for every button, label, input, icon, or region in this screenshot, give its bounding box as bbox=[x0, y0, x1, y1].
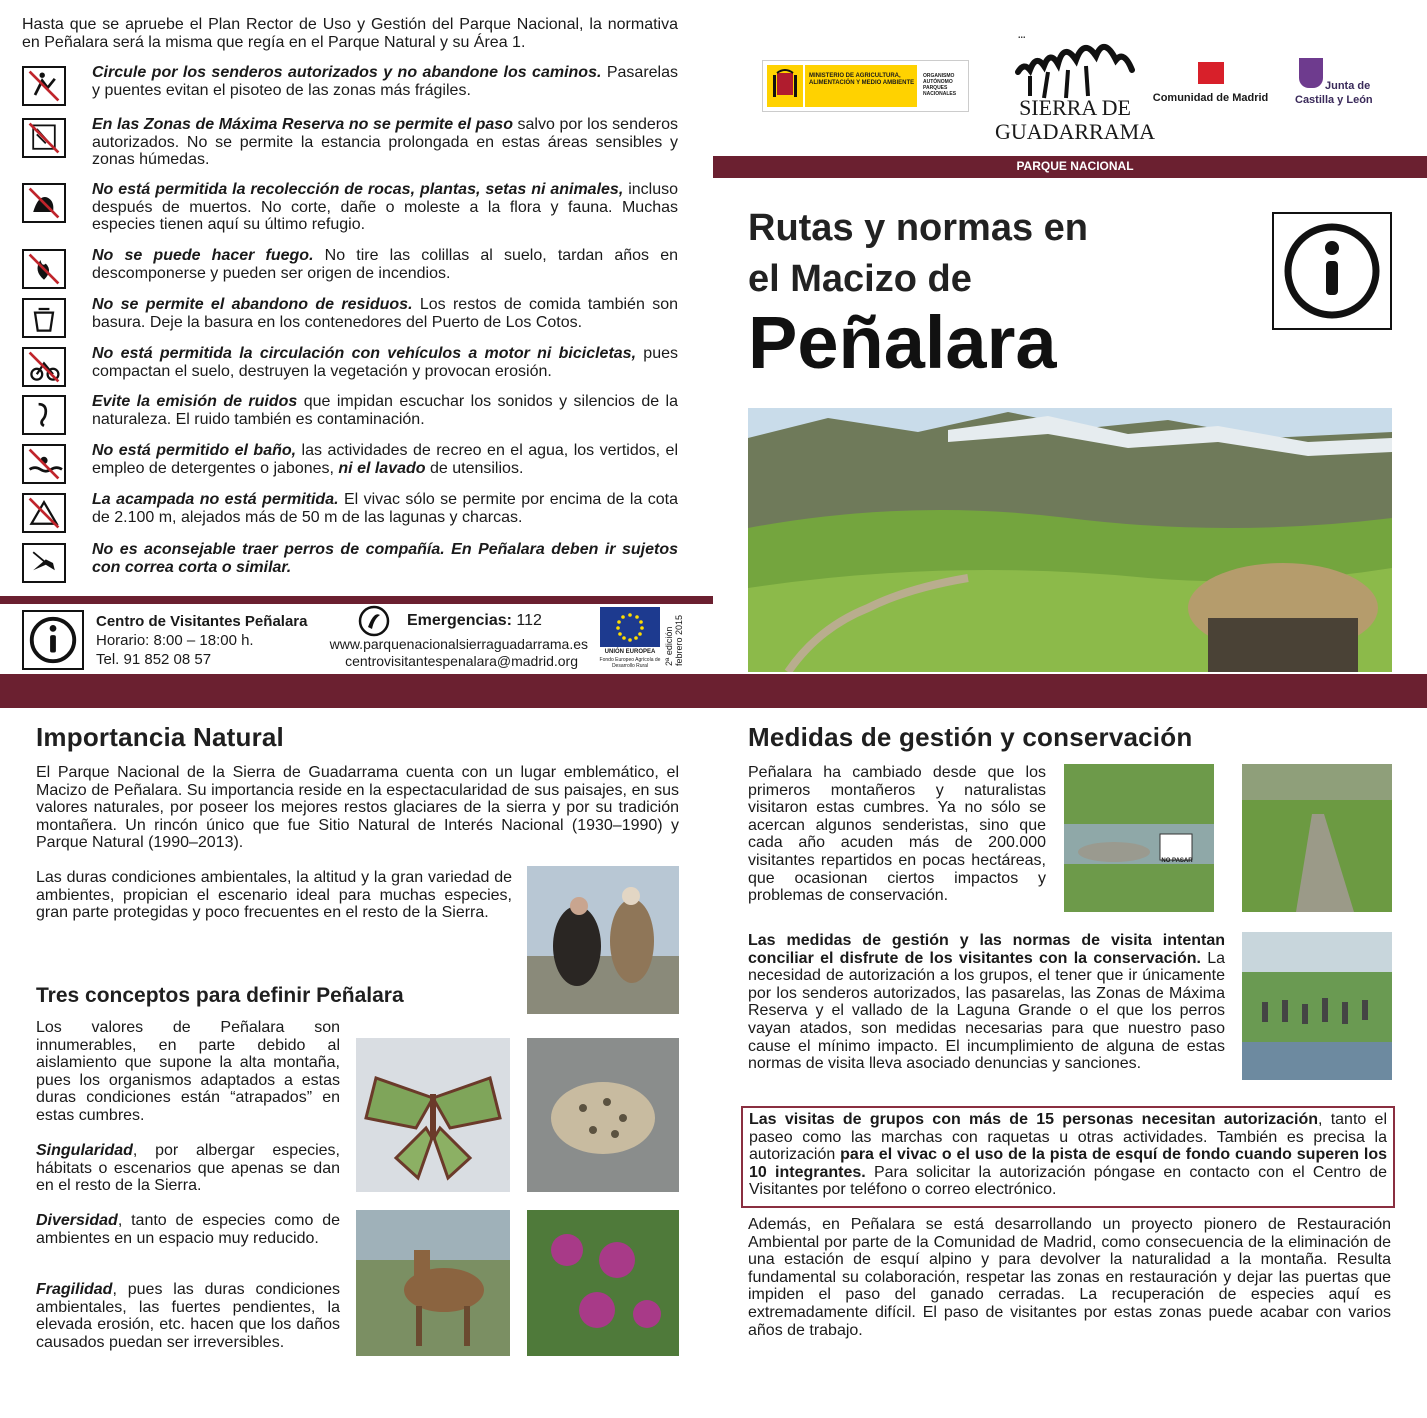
medidas-paragraph-1: Peñalara ha cambiado desde que los primeros montañeros y naturalistas visitaron estas cumbres. Ya no sólo se acercan algunos senderistas, sino que cada año acuden más de 200.000 visitantes repartidos en pocas hectáreas, que ocasionan ciertos impactos y problemas de conservación. bbox=[748, 764, 1046, 905]
walking-off-trail-prohibited-icon bbox=[22, 66, 66, 106]
rule-text: No está permitido el baño, las actividades de recreo en el agua, los vertidos, el empleo de detergentes o jabones, ni el lavado de utensilios. bbox=[92, 442, 679, 477]
restricted-area-icon bbox=[22, 118, 66, 158]
no-noise-icon bbox=[22, 395, 66, 435]
contact-top-bar bbox=[0, 596, 713, 604]
emergency-number: 112 bbox=[516, 612, 542, 629]
rule-text: En las Zonas de Máxima Reserva no se permite el paso salvo por los senderos autorizados. No se permite la estancia prolongada en estas áreas sensibles y zonas húmedas. bbox=[92, 116, 678, 168]
no-camping-icon bbox=[22, 493, 66, 533]
cover-landscape-photo bbox=[748, 408, 1392, 672]
rule-text: No está permitida la recolección de rocas, plantas, setas ni animales, incluso después de muertos. No corte, dañe o moleste a la flora y fauna. Muchas especies tienen aquí su último refugio. bbox=[92, 181, 679, 233]
fragilidad-paragraph: Fragilidad, pues las duras condiciones ambientales, las fuertes pendientes, la elevada erosión, etc. hacen que los daños causados puedan ser irreversibles. bbox=[36, 1281, 340, 1351]
hikers-group-photo bbox=[1242, 932, 1392, 1080]
moth-photo bbox=[356, 1038, 510, 1192]
intro-text: Hasta que se apruebe el Plan Rector de Uso y Gestión del Parque Nacional, la normativa en Peñalara será la misma que regía en el Parque Natural y su Área 1. bbox=[22, 16, 678, 51]
importancia-heading: Importancia Natural bbox=[36, 722, 284, 752]
parque-nacional-label: PARQUE NACIONAL bbox=[1016, 159, 1134, 173]
trash-bin-icon bbox=[22, 298, 66, 338]
rule-text: Evite la emisión de ruidos que impidan escuchar los sonidos y silencios de la naturaleza. El ruido también es contaminación. bbox=[92, 393, 678, 428]
ministry-logo: MINISTERIO DE AGRICULTURA, ALIMENTACIÓN Y MEDIO AMBIENTE ORGANISMO AUTÓNOMO PARQUES NACIONALES bbox=[762, 60, 969, 112]
visitor-center-hours: Horario: 8:00 – 18:00 h. bbox=[96, 632, 254, 649]
emergency-label: Emergencias: bbox=[407, 612, 512, 629]
importancia-paragraph-1: El Parque Nacional de la Sierra de Guadarrama cuenta con un lugar emblemático, el Macizo de Peñalara. Su importancia reside en la espectacularidad de sus paisajes, en sus valores naturales, por poseer los mejores restos glaciares de la sierra y por su tradición montañera. Un rincón único que fue Sitio Natural de Interés Nacional (1930–1990) y Parque Natural (1990–2013). bbox=[36, 764, 679, 852]
lake-sign-photo bbox=[1064, 764, 1214, 912]
edition-note: 2ª edición febrero 2015 bbox=[664, 614, 684, 666]
boardwalk-photo bbox=[1242, 764, 1392, 912]
info-icon-large bbox=[1272, 212, 1392, 330]
cover-title-line1: Rutas y normas en bbox=[748, 207, 1088, 249]
speaker-icon bbox=[358, 605, 390, 637]
eu-label: UNIÓN EUROPEA bbox=[604, 649, 656, 655]
medidas-paragraph-2: Las medidas de gestión y las normas de visita intentan conciliar el disfrute de los visitantes con la conservación. La necesidad de autorización a los grupos, el tener que ir únicamente por los senderos autorizados, las pasarelas, las Zonas de Máxima Reserva y el vallado de la Laguna Grande o el que los perros vayan atados, son medidas necesarias para que nuestro paso cause el mínimo impacto. El incumplimiento de alguna de estas normas de visita lleva asociado denuncias y sanciones. bbox=[748, 932, 1225, 1073]
rule-text: No se puede hacer fuego. No tire las colillas al suelo, tardan años en descomponerse y pueden ser origen de incendios. bbox=[92, 247, 678, 282]
email-link[interactable]: centrovisitantespenalara@madrid.org bbox=[345, 653, 578, 669]
authorization-notice-box: Las visitas de grupos con más de 15 personas necesitan autorización, tanto el paseo como las marchas con raquetas u otras actividades. También es precisa la autorización para el vivac o el uso de la pista de esquí de fondo cuando superen los 10 integrantes. Para solicitar la autorización póngase en contacto con el Centro de Visitantes por teléfono o correo electrónico. bbox=[741, 1106, 1395, 1208]
medidas-paragraph-3: Además, en Peñalara se está desarrollando un proyecto pionero de Restauración Ambiental por parte de la Comunidad de Madrid, como consecuencia de la eliminación de una estación de esquí alpino y para devolver la naturalidad a la montaña. Resulta fundamental su colaboración, respetar las zonas en restauración y dejar las puertas que impiden el paso del ganado cerradas. La recuperación de especies aquí es extremadamente difícil. El paso de visitantes por estas zonas puede acabar con varios años de trabajo. bbox=[748, 1216, 1391, 1339]
cover-title-main: Peñalara bbox=[748, 301, 1057, 384]
rule-text: Circule por los senderos autorizados y no abandone los caminos. Pasarelas y puentes evitan el pisoteo de las zonas más frágiles. bbox=[92, 64, 678, 99]
vultures-photo bbox=[527, 866, 679, 1014]
visitor-center-name: Centro de Visitantes Peñalara bbox=[96, 613, 308, 630]
flower-photo bbox=[527, 1210, 679, 1356]
no-bathing-icon bbox=[22, 444, 66, 484]
no-pasar-sign: NO PASAR bbox=[1161, 858, 1193, 864]
no-vehicles-icon bbox=[22, 347, 66, 387]
madrid-logo: Comunidad de Madrid bbox=[1138, 62, 1283, 110]
diversidad-paragraph: Diversidad, tanto de especies como de ambientes en un espacio muy reducido. bbox=[36, 1212, 340, 1247]
rule-text: La acampada no está permitida. El vivac sólo se permite por encima de la cota de 2.100 m, alejados más de 50 m de las lagunas y charcas. bbox=[92, 491, 679, 526]
no-collecting-icon bbox=[22, 183, 66, 223]
website-link[interactable]: www.parquenacionalsierraguadarrama.es bbox=[329, 636, 588, 652]
visitor-center-phone: Tel. 91 852 08 57 bbox=[96, 651, 212, 668]
rule-text: No se permite el abandono de residuos. Los restos de comida también son basura. Deje la basura en los contenedores del Puerto de Los Cotos. bbox=[92, 296, 678, 331]
castilla-leon-logo: Junta de Castilla y León bbox=[1293, 58, 1383, 114]
sierra-guadarrama-logo: ꞏꞏꞏ SIERRA DE GUADARRAMA bbox=[994, 33, 1156, 144]
deer-photo bbox=[356, 1210, 510, 1356]
medidas-heading: Medidas de gestión y conservación bbox=[748, 722, 1193, 752]
conceptos-paragraph: Los valores de Peñalara son innumerables, en parte debido al aislamiento que supone la alta montaña, pues los organismos adaptados a estas duras condiciones están “atrapados” en estas cumbres. bbox=[36, 1019, 340, 1124]
no-fire-icon bbox=[22, 249, 66, 289]
eu-fund-label: Fondo Europeo Agrícola de Desarrollo Rural bbox=[599, 657, 661, 669]
middle-divider-bar bbox=[0, 674, 1427, 708]
rule-text: No está permitida la circulación con vehículos a motor ni bicicletas, pues compactan el suelo, destruyen la vegetación y provocan erosión. bbox=[92, 345, 679, 380]
svg-text:ꞏꞏꞏ: ꞏꞏꞏ bbox=[1018, 33, 1026, 42]
dog-leash-icon bbox=[22, 543, 66, 583]
eu-flag bbox=[600, 607, 660, 647]
toad-photo bbox=[527, 1038, 679, 1192]
info-icon-small bbox=[22, 610, 84, 670]
rule-text: No es aconsejable traer perros de compañía. En Peñalara deben ir sujetos con correa corta o similar. bbox=[92, 541, 678, 576]
cover-title-line2: el Macizo de bbox=[748, 258, 972, 300]
conceptos-heading: Tres conceptos para definir Peñalara bbox=[36, 984, 404, 1007]
importancia-paragraph-2: Las duras condiciones ambientales, la altitud y la gran variedad de ambientes, propician el escenario ideal para muchas especies, gran parte protegidas y poco frecuentes en el resto de la Sierra. bbox=[36, 869, 512, 922]
singularidad-paragraph: Singularidad, por albergar especies, hábitats o escenarios que apenas se dan en el resto de la Sierra. bbox=[36, 1142, 340, 1195]
